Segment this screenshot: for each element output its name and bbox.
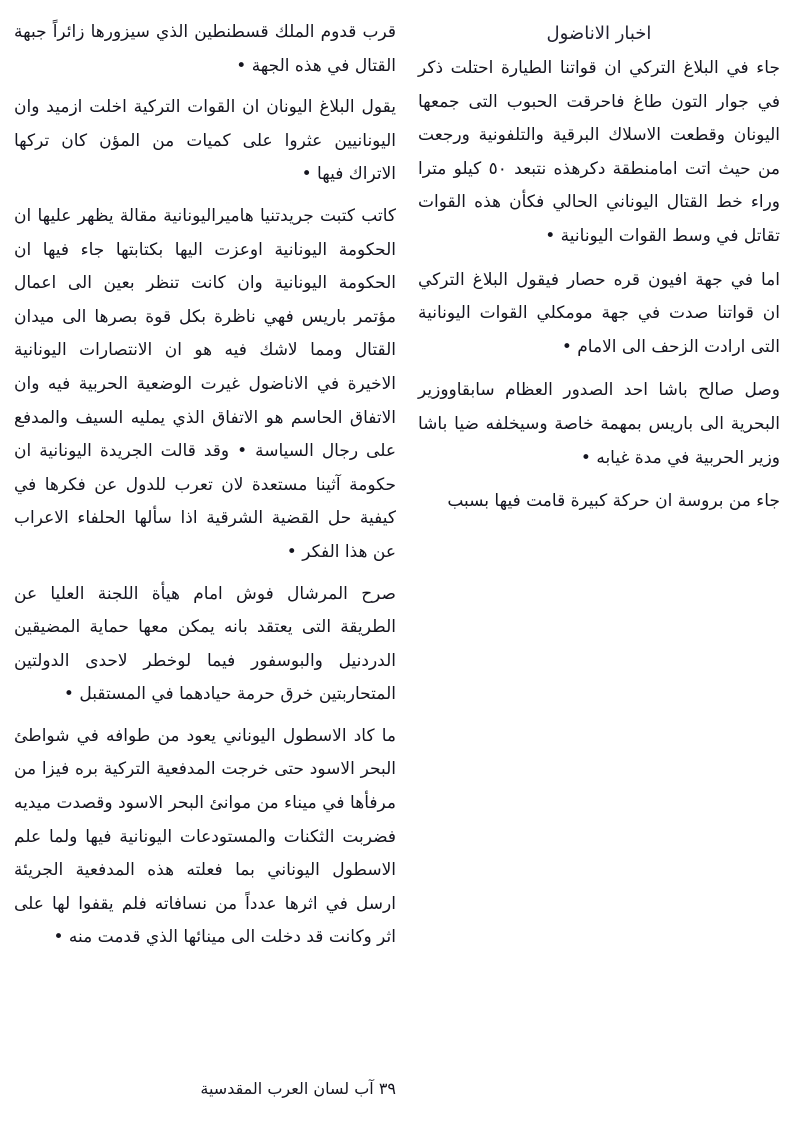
- page-footer: ٣٩ آب لسان العرب المقدسية: [200, 1079, 396, 1098]
- news-paragraph-king-constantine: قرب قدوم الملك قسطنطين الذي سيزورها زائراً جبهة القتال في هذه الجهة •: [14, 22, 396, 76]
- news-paragraph-afyon-front: اما في جهة افيون قره حصار فيقول البلاغ التركي ان قواتنا صدت في جهة مومكلي القوات اليونانية التى ارادت الزحف الى الامام •: [418, 269, 780, 357]
- left-column: [14, 16, 396, 963]
- column-title: اخبار الاناضول: [546, 23, 652, 44]
- news-paragraph-black-sea-fleet: ما كاد الاسطول اليوناني يعود من طوافه في شواطئ البحر الاسود حتى خرجت المدفعية التركية بره فيزا من مرفأها في ميناء من موانئ البحر الاسود وقصدت ميديه فضربت الثكنات والمستودعات اليونانية فيها ولما علم الاسطول اليوناني بما فعلته هذه المدفعية الجريئة ارسل في اثرها عدداً من نسافاته فلم يقفوا لها على اثر وكانت قد دخلت الى مينائها الذي قدمت منه •: [14, 725, 396, 948]
- news-paragraph-marshal-foch: صرح المرشال فوش امام هيأة اللجنة العليا عن الطريقة التى يعتقد بانه يمكن معها حماية المضيقين الدردنيل والبوسفور فيما لوخطر لاحدى الدولتين المتحاربتين خرق حرمة حيادهما في المستقبل •: [14, 583, 396, 705]
- news-paragraph-aerial-raid: جاء في البلاغ التركي ان قواتنا الطيارة احتلت ذكر في جوار التون طاغ فاحرقت الحبوب التى جمعها اليونان وقطعت الاسلاك البرقية والتلفونية ورجعت من حيث اتت امامنطقة دكرهذه نتبعد ٥٠ كيلو مترا وراء خط القتال اليوناني الحالي فكأن هذه القوات تقاتل في وسط القوات اليونانية •: [418, 58, 781, 246]
- news-paragraph-salih-pasha: وصل صالح باشا احد الصدور العظام سابقاووزير البحرية الى باريس بمهمة خاصة وسيخلفه ضيا باشا وزير الحربية في مدة غيابه •: [418, 380, 780, 468]
- right-column: [418, 16, 780, 529]
- news-paragraph-brusa: جاء من بروسة ان حركة كبيرة قامت فيها بسبب: [447, 491, 780, 512]
- news-paragraph-izmit: يقول البلاغ اليونان ان القوات التركية اخلت ازميد وان اليونانيين عثروا على كميات من المؤن كان تركها الاتراك فيها •: [14, 97, 396, 185]
- news-paragraph-greek-government: كاتب كتبت جريدتنيا هاميراليونانية مقالة يظهر عليها ان الحكومة اليونانية اوعزت اليها بكتابتها جاء فيها ان الحكومة اليونانية وان كانت تنظر بعين الى اعمال مؤتمر باريس فهي ناظرة بكل قوة بصرها الى ميدان القتال ومما لاشك فيه هو ان الانتصارات اليونانية الاخيرة في الاناضول غيرت الوضعية الحربية فيه وان الاتفاق الحاسم هو الاتفاق الذي يمليه السيف والمدفع على رجال السياسة • وقد قالت الجريدة اليونانية ان حكومة آثينا مستعدة لان تعرب للدول عن فكرها في كيفية حل القضية الشرقية اذا سألها الحلفاء الاعراب عن هذا الفكر •: [14, 205, 396, 562]
